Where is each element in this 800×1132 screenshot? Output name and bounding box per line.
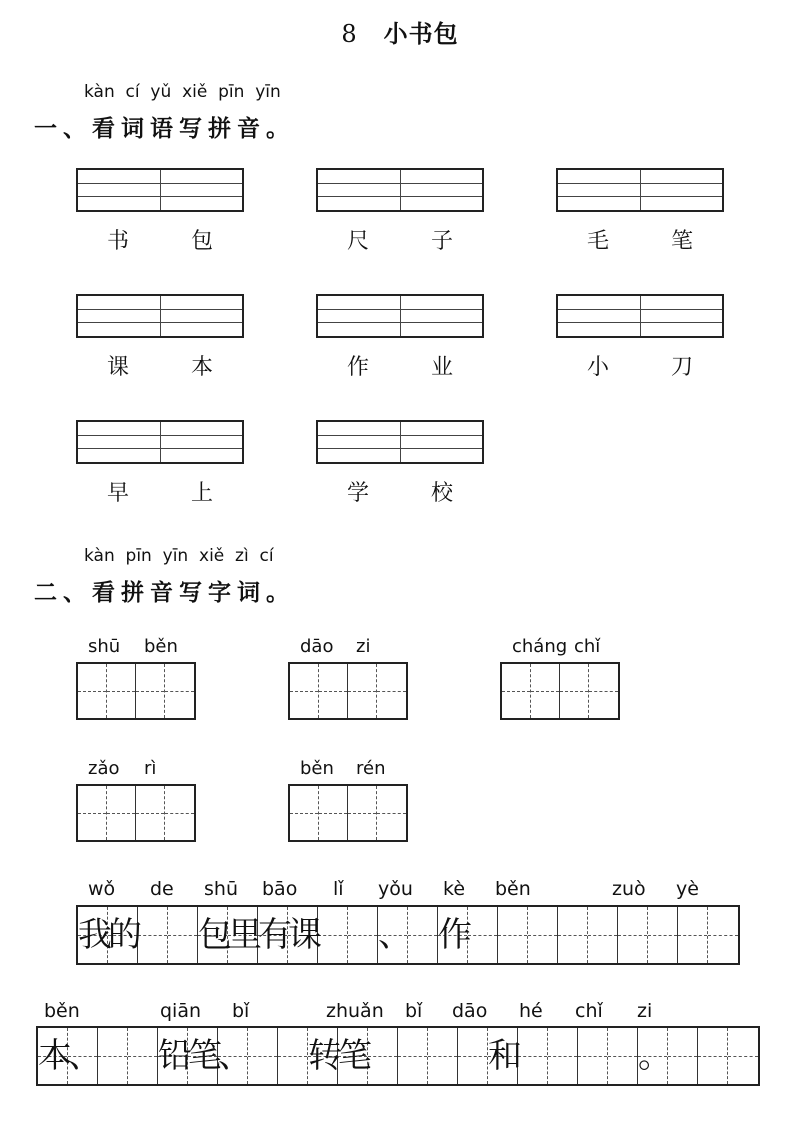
- grid-cell[interactable]: [136, 664, 165, 718]
- sentence-pinyin-word: dāo: [452, 1000, 488, 1022]
- pinyin-label: dāo: [300, 636, 334, 657]
- sentence-blank-cell[interactable]: [588, 907, 618, 963]
- sentence-character-cell: [218, 1028, 252, 1084]
- cell-text: 我: [78, 915, 112, 955]
- pinyin-label: zǎo: [88, 758, 120, 779]
- sentence-blank-cell[interactable]: [608, 1028, 638, 1084]
- pinyin-writing-box[interactable]: [76, 420, 244, 464]
- character-writing-box[interactable]: [288, 784, 408, 842]
- grid-cell[interactable]: [560, 664, 589, 718]
- sentence-character-cell: [198, 907, 232, 963]
- sentence-blank-cell[interactable]: [578, 1028, 608, 1084]
- cell-text: 和: [488, 1036, 522, 1076]
- sentence2-grid[interactable]: [36, 1026, 760, 1086]
- cell-text: 、: [378, 915, 412, 955]
- sentence-blank-cell[interactable]: [548, 1028, 578, 1084]
- word-character: 小: [586, 355, 609, 380]
- section2-heading: 二、看拼音写字词。: [34, 580, 295, 606]
- word-character: 业: [430, 355, 453, 380]
- sentence-character-cell: [68, 1028, 102, 1084]
- lesson-title: 小书包: [383, 20, 459, 48]
- sentence-blank-cell[interactable]: [498, 907, 528, 963]
- grid-cell[interactable]: [78, 786, 107, 840]
- sentence-pinyin-word: kè: [443, 878, 466, 900]
- grid-cell[interactable]: [136, 786, 165, 840]
- sentence-blank-cell[interactable]: [458, 1028, 488, 1084]
- sentence-blank-cell[interactable]: [428, 1028, 458, 1084]
- sentence-blank-cell[interactable]: [168, 907, 198, 963]
- grid-cell[interactable]: [348, 786, 377, 840]
- word-character: 刀: [670, 355, 693, 380]
- pinyin-writing-box[interactable]: [316, 168, 484, 212]
- word-character: 学: [346, 481, 369, 506]
- pinyin-label: shū: [88, 636, 121, 657]
- cell-text: 、: [68, 1036, 102, 1076]
- sentence-pinyin-word: yǒu: [378, 878, 413, 900]
- pinyin-label: rén: [356, 758, 386, 779]
- cell-text: 。: [638, 1036, 672, 1076]
- word-character: 尺: [346, 229, 369, 254]
- cell-text: 的: [108, 915, 142, 955]
- sentence-character-cell: [288, 907, 322, 963]
- sentence-character-cell: [488, 1028, 522, 1084]
- character-writing-box[interactable]: [76, 784, 196, 842]
- sentence1-grid[interactable]: [76, 905, 740, 965]
- section1-pinyin: kàn cí yǔ xiě pīn yīn: [84, 82, 281, 102]
- pinyin-label: zi: [356, 636, 371, 657]
- cell-text: 课: [288, 915, 322, 955]
- grid-cell[interactable]: [377, 786, 406, 840]
- sentence-blank-cell[interactable]: [138, 907, 168, 963]
- cell-text: 包: [198, 915, 232, 955]
- character-writing-box[interactable]: [76, 662, 196, 720]
- sentence-blank-cell[interactable]: [678, 907, 708, 963]
- grid-cell[interactable]: [348, 664, 377, 718]
- sentence-blank-cell[interactable]: [248, 1028, 278, 1084]
- sentence-character-cell: [258, 907, 292, 963]
- sentence-blank-cell[interactable]: [408, 907, 438, 963]
- sentence-blank-cell[interactable]: [708, 907, 738, 963]
- grid-cell[interactable]: [107, 664, 136, 718]
- sentence-blank-cell[interactable]: [348, 907, 378, 963]
- sentence-pinyin-word: bāo: [262, 878, 298, 900]
- sentence-blank-cell[interactable]: [618, 907, 648, 963]
- sentence-character-cell: [308, 1028, 342, 1084]
- cell-text: 本: [38, 1036, 72, 1076]
- sentence-blank-cell[interactable]: [518, 1028, 548, 1084]
- word-character: 笔: [670, 229, 693, 254]
- sentence-pinyin-word: hé: [519, 1000, 543, 1022]
- sentence-character-cell: [228, 907, 262, 963]
- word-character: 校: [430, 481, 453, 506]
- grid-cell[interactable]: [107, 786, 136, 840]
- pinyin-label: běn: [144, 636, 178, 657]
- sentence-pinyin-word: zuò: [612, 878, 646, 900]
- grid-cell[interactable]: [589, 664, 618, 718]
- word-character: 毛: [586, 229, 609, 254]
- character-writing-box[interactable]: [288, 662, 408, 720]
- sentence-character-cell: [338, 1028, 372, 1084]
- word-character: 本: [190, 355, 213, 380]
- grid-cell[interactable]: [531, 664, 560, 718]
- sentence-pinyin-word: běn: [44, 1000, 80, 1022]
- sentence-blank-cell[interactable]: [398, 1028, 428, 1084]
- sentence-pinyin-word: lǐ: [333, 878, 344, 900]
- grid-cell[interactable]: [290, 786, 319, 840]
- page-title: [0, 14, 800, 49]
- sentence-blank-cell[interactable]: [98, 1028, 128, 1084]
- sentence-character-cell: [108, 907, 142, 963]
- cell-text: 笔: [188, 1036, 222, 1076]
- sentence-pinyin-word: zi: [637, 1000, 653, 1022]
- sentence-pinyin-word: wǒ: [88, 878, 116, 900]
- grid-cell[interactable]: [502, 664, 531, 718]
- sentence-pinyin-word: qiān: [160, 1000, 202, 1022]
- sentence-blank-cell[interactable]: [728, 1028, 758, 1084]
- word-character: 上: [190, 481, 213, 506]
- sentence-pinyin-word: de: [150, 878, 174, 900]
- cell-text: 里: [228, 915, 262, 955]
- grid-cell[interactable]: [165, 786, 194, 840]
- sentence-blank-cell[interactable]: [698, 1028, 728, 1084]
- word-character: 早: [106, 481, 129, 506]
- word-character: 课: [106, 355, 129, 380]
- cell-text: 铅: [158, 1036, 192, 1076]
- sentence-pinyin-word: běn: [495, 878, 531, 900]
- lesson-number: 8: [341, 20, 358, 48]
- word-character: 作: [346, 355, 369, 380]
- pinyin-label: rì: [144, 758, 157, 779]
- pinyin-writing-box[interactable]: [316, 294, 484, 338]
- word-character: 子: [430, 229, 453, 254]
- pinyin-writing-box[interactable]: [556, 294, 724, 338]
- grid-cell[interactable]: [319, 664, 348, 718]
- sentence-character-cell: [438, 907, 472, 963]
- cell-text: 作: [438, 915, 472, 955]
- pinyin-label: běn: [300, 758, 334, 779]
- sentence-blank-cell[interactable]: [278, 1028, 308, 1084]
- pinyin-label: cháng: [512, 636, 568, 657]
- sentence-blank-cell[interactable]: [558, 907, 588, 963]
- pinyin-writing-box[interactable]: [556, 168, 724, 212]
- sentence-blank-cell[interactable]: [648, 907, 678, 963]
- cell-text: 、: [218, 1036, 252, 1076]
- character-writing-box[interactable]: [500, 662, 620, 720]
- word-character: 包: [190, 229, 213, 254]
- cell-text: 有: [258, 915, 292, 955]
- sentence-pinyin-word: shū: [204, 878, 238, 900]
- grid-cell[interactable]: [290, 664, 319, 718]
- pinyin-writing-box[interactable]: [76, 294, 244, 338]
- sentence-character-cell: [638, 1028, 672, 1084]
- sentence-blank-cell[interactable]: [318, 907, 348, 963]
- pinyin-label: chǐ: [574, 636, 601, 657]
- sentence-character-cell: [158, 1028, 192, 1084]
- sentence-character-cell: [78, 907, 112, 963]
- sentence-pinyin-word: bǐ: [405, 1000, 423, 1022]
- sentence-blank-cell[interactable]: [468, 907, 498, 963]
- sentence-character-cell: [38, 1028, 72, 1084]
- section2-pinyin: kàn pīn yīn xiě zì cí: [84, 546, 274, 566]
- sentence-character-cell: [188, 1028, 222, 1084]
- grid-cell[interactable]: [78, 664, 107, 718]
- grid-cell[interactable]: [319, 786, 348, 840]
- sentence-blank-cell[interactable]: [368, 1028, 398, 1084]
- sentence-pinyin-word: chǐ: [575, 1000, 603, 1022]
- grid-cell[interactable]: [165, 664, 194, 718]
- sentence-character-cell: [378, 907, 412, 963]
- pinyin-writing-box[interactable]: [316, 420, 484, 464]
- pinyin-writing-box[interactable]: [76, 168, 244, 212]
- cell-text: 笔: [338, 1036, 372, 1076]
- sentence-pinyin-word: zhuǎn: [326, 1000, 384, 1022]
- grid-cell[interactable]: [377, 664, 406, 718]
- section1-heading: 一、看词语写拼音。: [34, 116, 295, 142]
- sentence-blank-cell[interactable]: [528, 907, 558, 963]
- sentence-pinyin-word: bǐ: [232, 1000, 250, 1022]
- sentence-pinyin-word: yè: [676, 878, 699, 900]
- cell-text: 转: [308, 1036, 342, 1076]
- word-character: 书: [106, 229, 129, 254]
- sentence-blank-cell[interactable]: [668, 1028, 698, 1084]
- sentence-blank-cell[interactable]: [128, 1028, 158, 1084]
